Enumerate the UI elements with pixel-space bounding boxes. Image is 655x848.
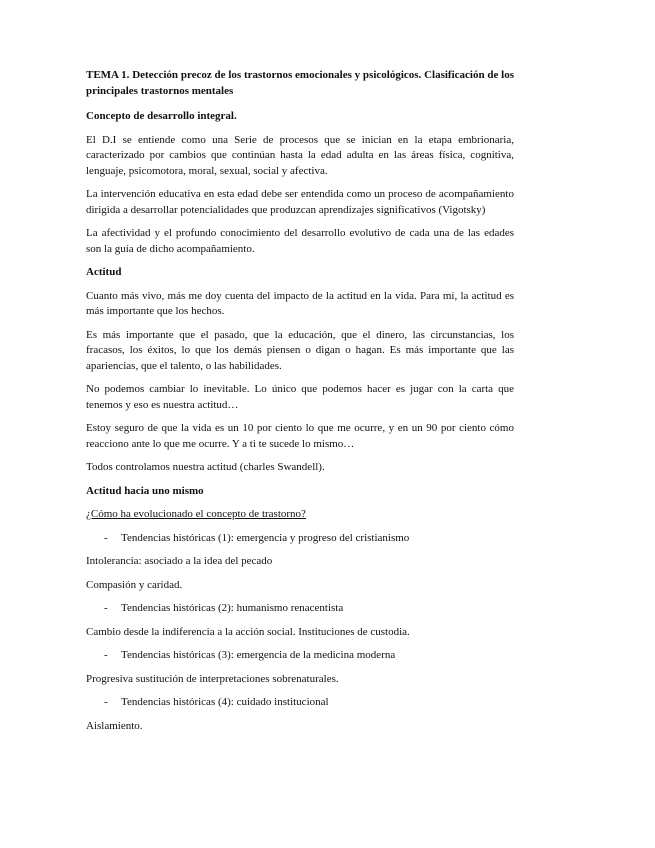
paragraph: No podemos cambiar lo inevitable. Lo único que podemos hacer es jugar con la carta que tenemos y eso es nuestra actitud… xyxy=(86,383,514,411)
list-item xyxy=(86,531,514,547)
list-item xyxy=(86,601,514,617)
list-note: Cambio desde la indiferencia a la acción social. Instituciones de custodia. xyxy=(86,625,410,638)
paragraph: Todos controlamos nuestra actitud (charles Swandell). xyxy=(86,461,325,473)
section-heading-actitud-uno-mismo: Actitud hacia uno mismo xyxy=(86,484,204,497)
paragraph: Estoy seguro de que la vida es un 10 por ciento lo que me ocurre, y en un 90 por ciento cómo reacciono ante lo que me ocurre. Y a ti te sucede lo mismo… xyxy=(86,422,514,450)
section-heading-actitud: Actitud xyxy=(86,266,122,278)
section-heading-desarrollo: Concepto de desarrollo integral. xyxy=(86,110,237,122)
paragraph: La afectividad y el profundo conocimiento del desarrollo evolutivo de cada una de las edades son la guía de dicho acompañamiento. xyxy=(86,227,514,255)
section-question: ¿Cómo ha evolucionado el concepto de trastorno? xyxy=(86,508,306,520)
paragraph: La intervención educativa en esta edad debe ser entendida como un proceso de acompañamiento dirigida a desarrollar potencialidades que produzcan aprendizajes significativos (Vigotsky) xyxy=(86,188,514,216)
paragraph: Cuanto más vivo, más me doy cuenta del impacto de la actitud en la vida. Para mí, la actitud es más importante que los hechos. xyxy=(86,289,514,317)
list-note: Progresiva sustitución de interpretaciones sobrenaturales. xyxy=(86,672,339,685)
list-item-text: Tendencias históricas (2): humanismo renacentista xyxy=(121,602,344,614)
paragraph: El D.I se entiende como una Serie de procesos que se inician en la etapa embrionaria, caracterizado por cambios que continúan hasta la edad adulta en las áreas física, cognitiva, lenguaje, psicomotora, moral, sexual, social y afectiva. xyxy=(86,133,514,177)
paragraph: Es más importante que el pasado, que la educación, que el dinero, las circunstancias, los fracasos, los éxitos, lo que los demás piensen o digan o hagan. Es más importante que las apariencias, que el talento, o las habilidades. xyxy=(86,328,514,372)
list-item xyxy=(86,648,514,664)
list-note: Compasión y caridad. xyxy=(86,578,183,591)
dash-bullet: - xyxy=(104,531,108,544)
dash-bullet: - xyxy=(104,649,108,661)
list-note: Intolerancia: asociado a la idea del pecado xyxy=(86,555,273,567)
list-note: Aislamiento. xyxy=(86,719,143,732)
document-page xyxy=(86,68,514,742)
list-item-text: Tendencias históricas (4): cuidado institucional xyxy=(121,696,329,708)
list-item xyxy=(86,695,514,711)
list-item-text: Tendencias históricas (1): emergencia y progreso del cristianismo xyxy=(121,531,410,544)
document-title: TEMA 1. Detección precoz de los trastornos emocionales y psicológicos. Clasificación de los principales trastornos mentales xyxy=(86,69,514,97)
dash-bullet: - xyxy=(104,696,108,708)
dash-bullet: - xyxy=(104,602,108,614)
list-item-text: Tendencias históricas (3): emergencia de la medicina moderna xyxy=(121,649,396,661)
